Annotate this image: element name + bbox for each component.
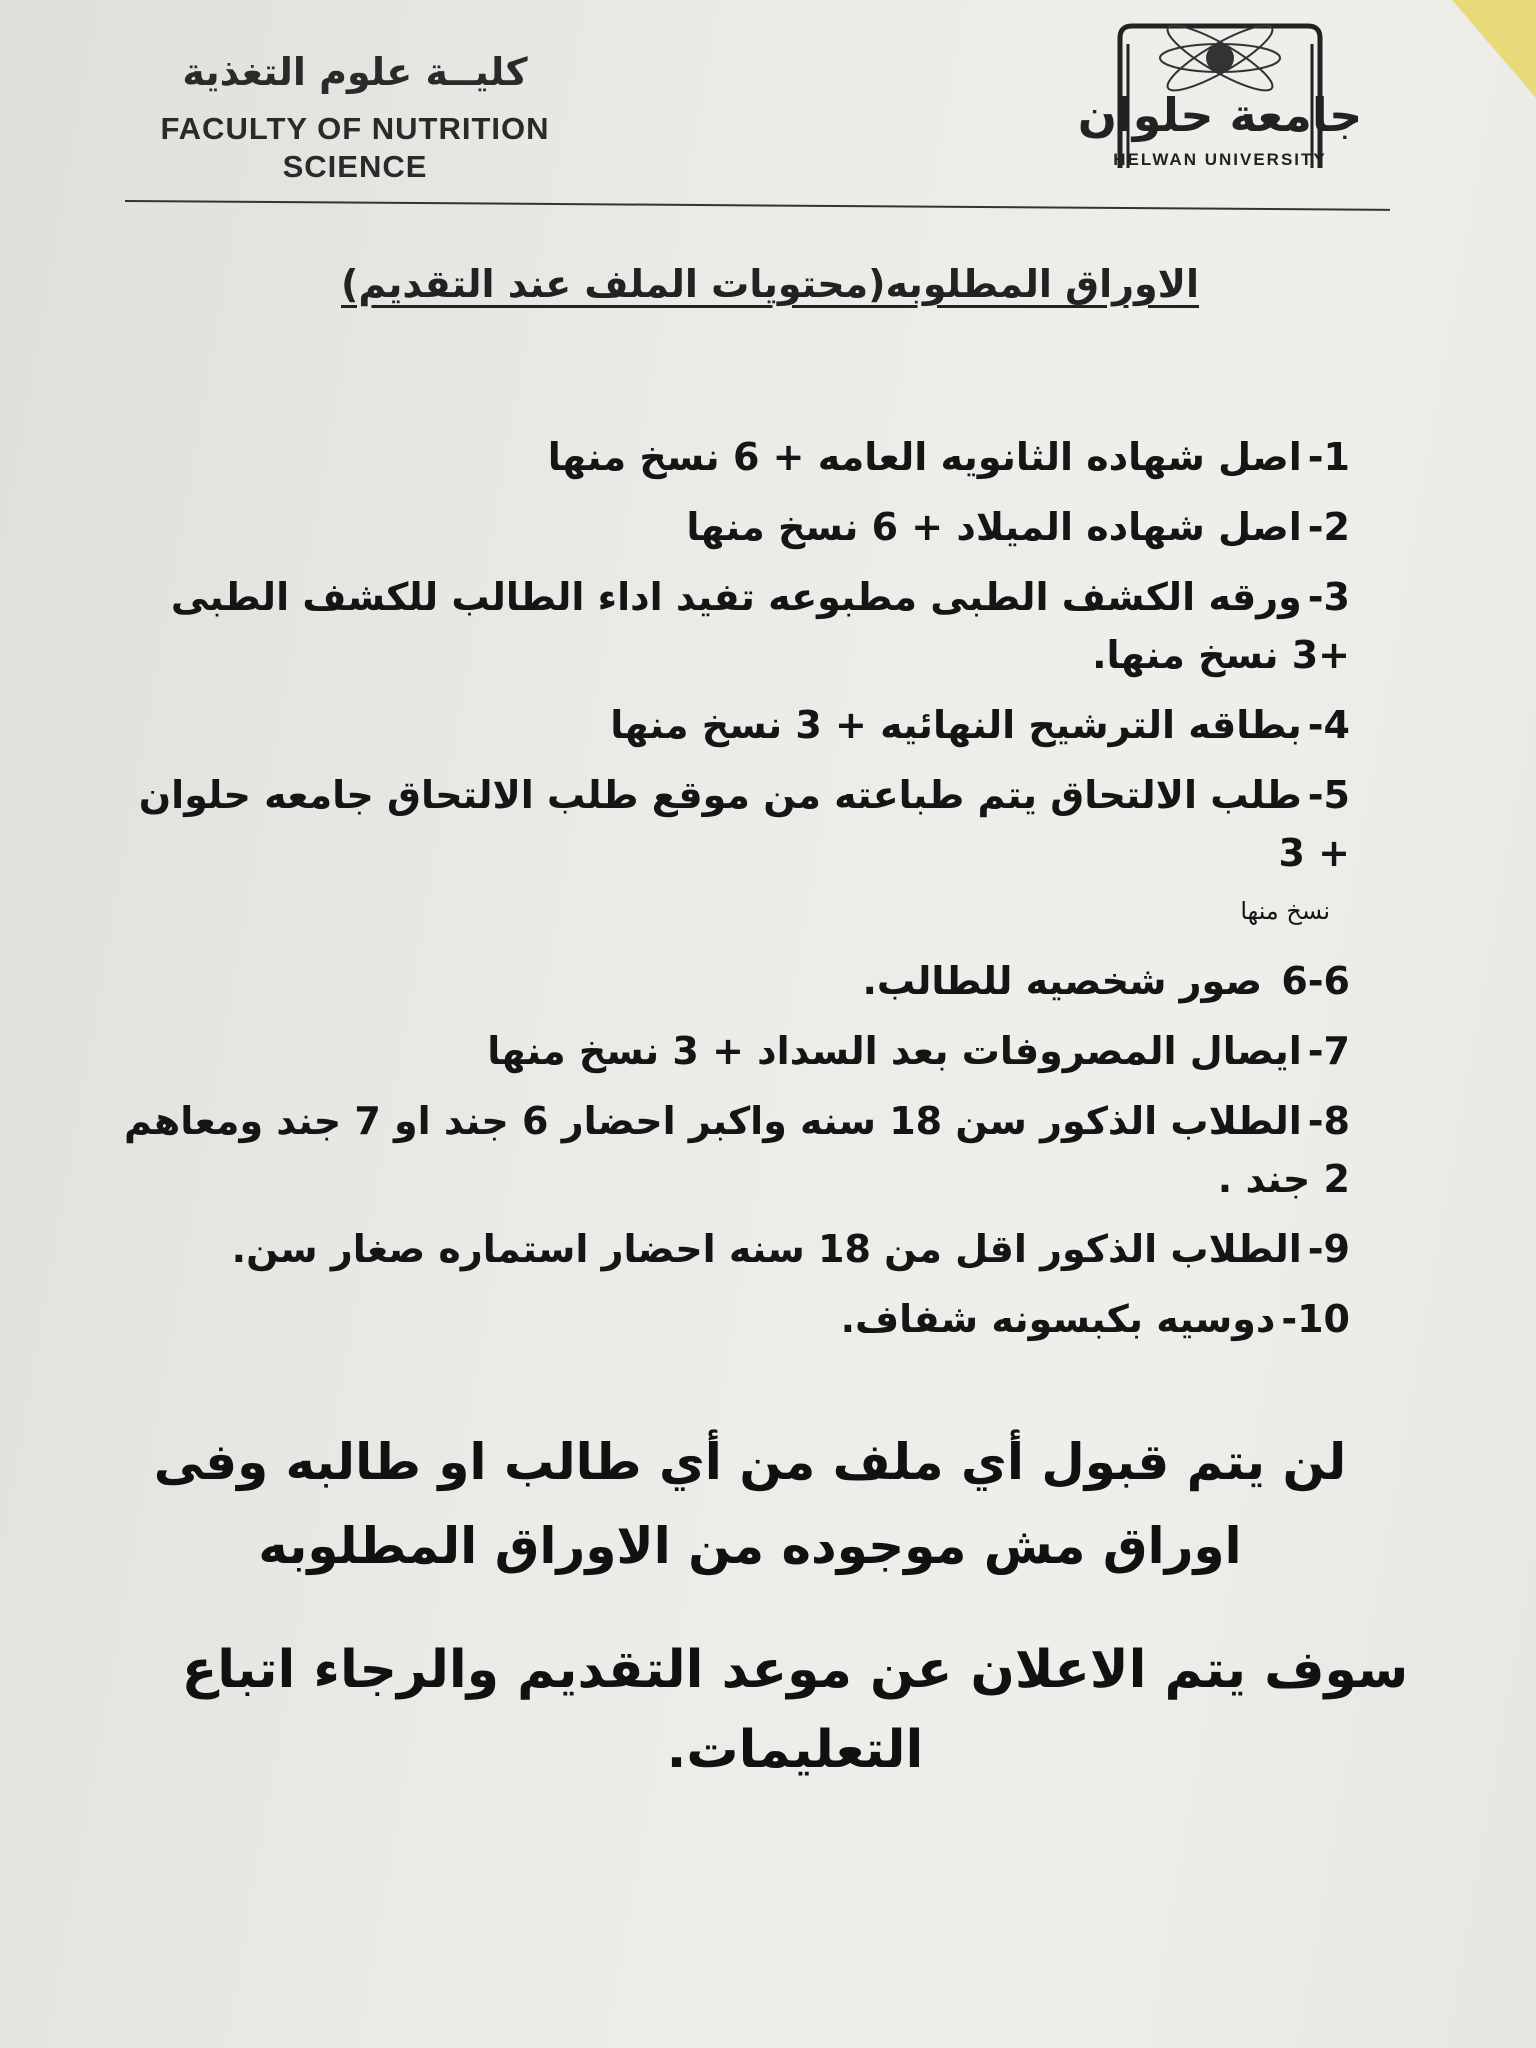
document-heading: الاوراق المطلوبه(محتويات الملف عند التقديم) <box>340 262 1199 306</box>
list-item <box>110 568 1370 684</box>
item-text: اصل شهاده الثانويه العامه + 6 نسخ منها <box>547 435 1302 479</box>
list-item <box>110 498 1370 556</box>
item-number: 8- <box>1307 1099 1350 1143</box>
list-item <box>110 1220 1370 1278</box>
item-text: الطلاب الذكور سن 18 سنه واكبر احضار 6 جند او 7 جند ومعاهم 2 جند . <box>124 1099 1350 1201</box>
university-name-english: HELWAN UNIVERSITY <box>1113 150 1327 169</box>
faculty-name-english: FACULTY OF NUTRITION SCIENCE <box>160 111 550 184</box>
list-item <box>110 952 1370 1010</box>
item-text: بطاقه الترشيح النهائيه + 3 نسخ منها <box>610 703 1302 747</box>
faculty-name-arabic: كليــة علوم التغذية <box>182 50 528 94</box>
list-item <box>110 1022 1370 1080</box>
list-item <box>110 1092 1370 1208</box>
list-item <box>110 428 1370 486</box>
item-text: 6 صور شخصيه للطالب. <box>862 959 1350 1003</box>
item-number: 2- <box>1307 505 1350 549</box>
item-text: ايصال المصروفات بعد السداد + 3 نسخ منها <box>487 1029 1302 1073</box>
item-number: 10- <box>1281 1297 1350 1341</box>
item-number: 5- <box>1307 773 1350 817</box>
announcement-notice: سوف يتم الاعلان عن موعد التقديم والرجاء اتباع التعليمات. <box>181 1640 1409 1780</box>
item-number: 4- <box>1307 703 1350 747</box>
item-number: 9- <box>1307 1227 1350 1271</box>
item-text: اصل شهاده الميلاد + 6 نسخ منها <box>686 505 1302 549</box>
item-number: 6- <box>1281 959 1324 1003</box>
list-item <box>110 696 1370 754</box>
header-divider <box>125 200 1390 211</box>
item-text: طلب الالتحاق يتم طباعته من موقع طلب الالتحاق جامعه حلوان + 3 <box>138 773 1350 875</box>
university-name-arabic: جامعة حلوان <box>1077 88 1363 142</box>
page-corner <box>1396 0 1536 140</box>
item-number: 1- <box>1307 435 1350 479</box>
item-number: 7- <box>1307 1029 1350 1073</box>
list-item <box>110 1290 1370 1348</box>
item-text: ورقه الكشف الطبى مطبوعه تفيد اداء الطالب للكشف الطبى +3 نسخ منها. <box>170 575 1350 677</box>
rejection-notice: لن يتم قبول أي ملف من أي طالب او طالبه وفى اوراق مش موجوده من الاوراق المطلوبه <box>153 1433 1347 1575</box>
item-text: دوسيه بكبسونه شفاف. <box>840 1297 1276 1341</box>
item-text: الطلاب الذكور اقل من 18 سنه احضار استماره صغار سن. <box>231 1227 1302 1271</box>
requirements-list <box>110 428 1370 1360</box>
list-item <box>110 766 1370 940</box>
item-tail: نسخ منها <box>1240 897 1330 925</box>
item-number: 3- <box>1307 575 1350 619</box>
